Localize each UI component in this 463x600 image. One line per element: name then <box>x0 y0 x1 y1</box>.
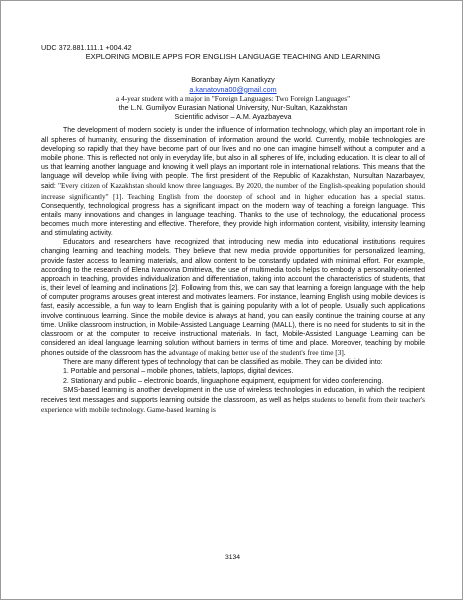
scientific-advisor: Scientific advisor – A.M. Ayazbayeva <box>174 112 292 122</box>
paragraph-1 <box>41 126 425 238</box>
paragraph-4-end: students to benefit from their teacher's experience with mobile technology. Game-based learning is <box>41 394 425 415</box>
paragraph-2-main: Educators and researchers have recognized that introducing new media into educational institutions requires changing learning and teaching models. They believe that new media provide opportunities for personalized learning, provide faster access to learning materials, and allow content to be constantly updated with minimal effort. For example, according to the research of Elena Ivanovna Dmitrieva, the use of multimedia tools helps to embody a personality-oriented approach in teaching, provides individualization and differentiation, taking into account the characteristics of students, that is, their level of learning and inclinations [2]. Following from this, we can say that learning a foreign language with the help of computer programs arouses great interest and motivates learners. For instance, learning English using mobile devices is fast, easily accessible, a fun way to learn English that is gaining popularity with a lot of people. Usually such applications involve continuous learning. Since the mobile device is always at hand, you can easily continue the training course at any time. Unlike classroom instruction, in Mobile-Assisted Language Learning (MALL), there is no need for students to sit in the classroom or at the computer to receive instructional materials. In fact, Mobile-Assisted Language Learning can be considered an ideal language learning solution without barriers in terms of time and place. Moreover, teaching by mobile phones outside of the classroom has the <box>41 239 425 358</box>
paper-title: EXPLORING MOBILE APPS FOR ENGLISH LANGUAGE TEACHING AND LEARNING <box>85 52 381 61</box>
paragraph-4-start: SMS-based learning is another development in the use of wireless technologies in education, in which the recipient receives text messages and supports learning outside the classroom, as well as helps <box>41 386 425 404</box>
list-item-2: 2. Stationary and public – electronic boards, linguaphone equipment, equipment for video conferencing. <box>63 377 384 385</box>
paragraph-1-end: Consequently, technological progress has a significant impact on the modern way of teaching a foreign language. This entails many innovations and changes in language teaching. Thanks to the use of technology, the educational process becomes much more interesting and effective. Therefore, they provide high information content, visibility, intensity learning and stimulating activity. <box>41 202 425 238</box>
author-name: Boranbay Aiym Kanatkyzy <box>191 75 275 85</box>
page-content <box>41 43 425 415</box>
paragraph-3: There are many different types of technology that can be classified as mobile. They can be divided into: <box>63 359 383 367</box>
paragraph-4 <box>41 386 425 415</box>
list-item-1: 1. Portable and personal – mobile phones, tablets, laptops, digital devices. <box>63 368 294 376</box>
author-affiliation-major: a 4-year student with a major in "Foreign Languages: Two Foreign Languages" <box>115 93 351 103</box>
author-email-link[interactable]: a.kanatovna00@gmail.com <box>189 84 277 94</box>
author-affiliation-university: the L.N. Gumilyov Eurasian National University, Nur-Sultan, Kazakhstan <box>118 103 348 113</box>
paragraph-2-end: advantage of making better use of the student's free time [3]. <box>168 348 346 358</box>
body-text <box>41 126 425 415</box>
paragraph-2 <box>41 238 425 358</box>
paragraph-1-quote: "Every citizen of Kazakhstan should know three languages. By 2020, the number of the English-speaking population should increase significantly" [1]. Teaching English from the doorstep of school and in higher education has a special status. <box>41 181 425 201</box>
udc-code: UDC 372.881.111.1 +004.42 <box>41 43 132 52</box>
page-number: 3134 <box>224 554 241 561</box>
author-block <box>41 75 425 121</box>
paragraph-1-start: The development of modern society is under the influence of information technology, which play an important role in all spheres of humanity, ensuring the dissemination of information around the world. Currently, mobile technologies are developing so rapidly that they have become part of our lives and no one can imagine himself without a computer and a mobile phone. This is reflected not only in everyday life, but also in all spheres of life, including education. It is clear to all of us that learning another language and knowing it well plays an important role in international relations. This means that the language will develop while living with people. The first president of the Republic of Kazakhstan, Nursultan Nazarbayev, said: <box>41 127 425 191</box>
